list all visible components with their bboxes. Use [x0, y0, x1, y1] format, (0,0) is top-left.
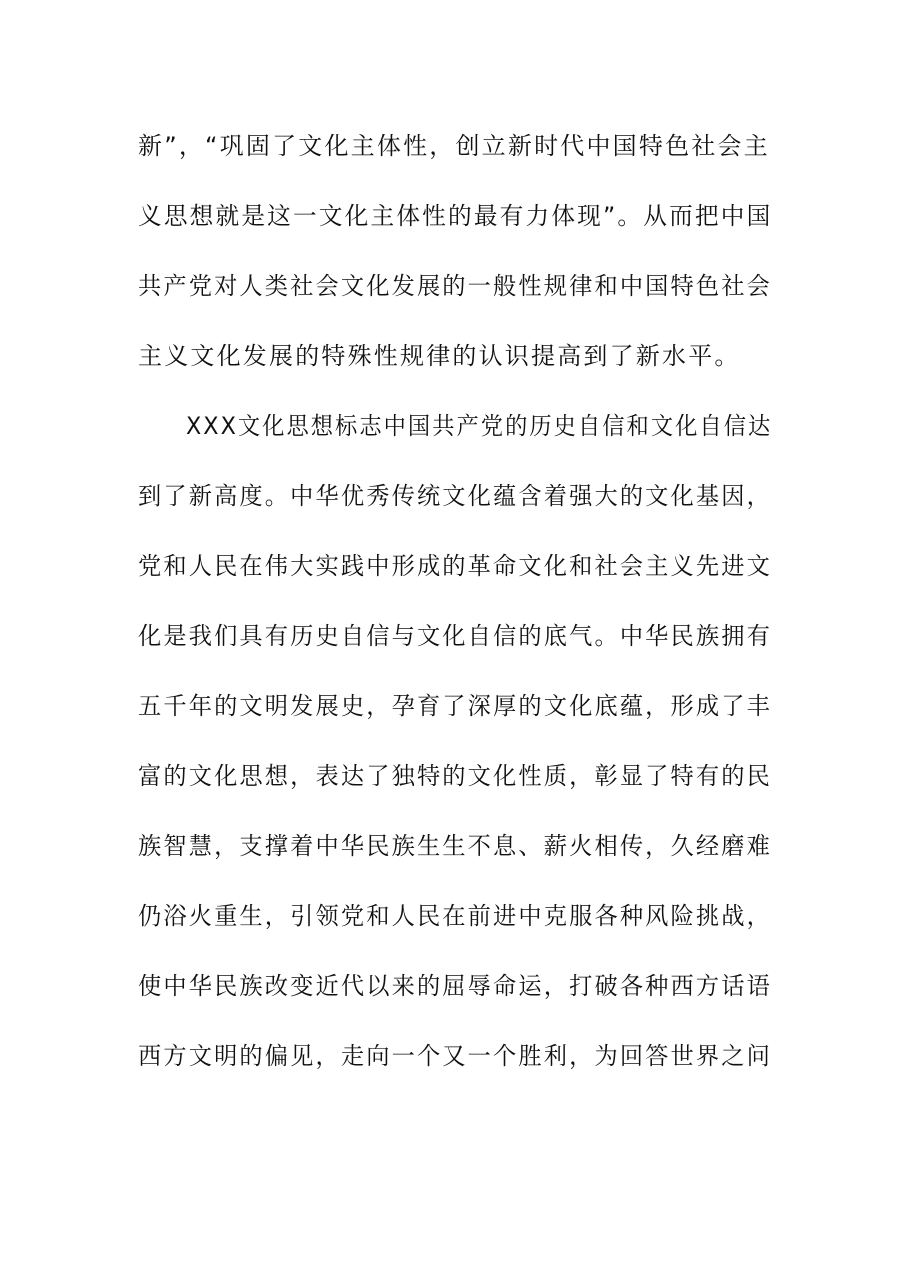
text-line-9: 五千年的文明发展史，孕育了深厚的文化底蕴，形成了丰: [138, 692, 772, 720]
text-line-10: 富的文化思想，表达了独特的文化性质，彰显了特有的民: [138, 762, 772, 790]
text-line-11: 族智慧，支撑着中华民族生生不息、薪火相传，久经磨难: [138, 832, 772, 860]
text-line-8: 化是我们具有历史自信与文化自信的底气。中华民族拥有: [138, 622, 772, 650]
text-line-3: 共产党对人类社会文化发展的一般性规律和中国特色社会: [138, 272, 772, 300]
text-line-1: 新”，“巩固了文化主体性，创立新时代中国特色社会主: [138, 132, 770, 160]
text-line-4: 主义文化发展的特殊性规律的认识提高到了新水平。: [138, 342, 741, 370]
text-line-13: 使中华民族改变近代以来的屈辱命运，打破各种西方话语: [138, 972, 772, 1000]
text-line-5: XXX文化思想标志中国共产党的历史自信和文化自信达: [186, 412, 773, 440]
text-line-14: 西方文明的偏见，走向一个又一个胜利，为回答世界之问: [138, 1042, 772, 1070]
text-line-7: 党和人民在伟大实践中形成的革命文化和社会主义先进文: [138, 552, 772, 580]
text-line-12: 仍浴火重生，引领党和人民在前进中克服各种风险挑战，: [138, 902, 772, 930]
text-line-2: 义思想就是这一文化主体性的最有力体现”。从而把中国: [138, 202, 773, 230]
text-line-6: 到了新高度。中华优秀传统文化蕴含着强大的文化基因，: [138, 482, 772, 510]
